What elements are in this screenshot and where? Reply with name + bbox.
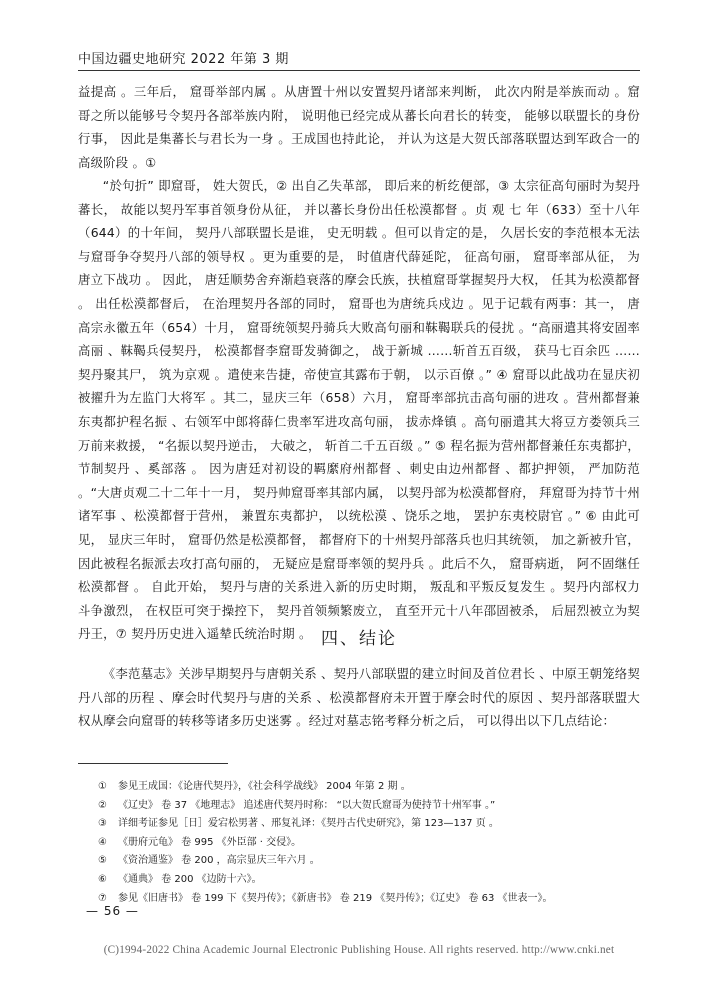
paragraph-continued: [78, 80, 640, 174]
paragraph-block-2: [78, 174, 640, 646]
page-number: — 56 —: [86, 904, 139, 918]
paragraph-block-3: [78, 662, 640, 733]
footnote-text: 《通典》 卷 200 《边防十六》。: [118, 873, 262, 885]
footnote-mark: ①: [98, 781, 107, 792]
footnote-divider: [78, 763, 228, 764]
footnote-mark: ③: [98, 818, 107, 830]
header-divider: [78, 70, 640, 71]
footnote-text: 参见《旧唐书》 卷 199 下《契丹传》；《新唐书》 卷 219 《契丹传》；《辽史》 卷 63 《世表一》。: [118, 892, 553, 904]
footnote-mark: ②: [98, 799, 107, 811]
running-header: 中国边疆史地研究 2022 年第 3 期: [78, 52, 289, 67]
paragraph-2: “於句折” 即窟哥， 姓大贺氏，② 出自乙失革部， 即后来的析纥便部，③ 太宗征高句丽时为契丹蕃长， 故能以契丹军事首领身份从征， 并以蕃长身份出任松漠都督 。贞 观 七 年（633）至十八年（644）的十年间， 契丹八部联盟长是谁， 史无明载 。但可以肯定的是， 久居长安的李范根本无法与窟哥争夺契丹八部的领导权 。更为重要的是， 时值唐代薛延陀， 征高句丽， 窟哥率部从征， 为唐立下战功 。 因此， 唐廷顺势舍弃渐趋衰落的摩会氏族，扶植窟哥掌握契丹大权， 任其为松漠都督 。 出任松漠都督后， 在治理契丹各部的同时， 窟哥也为唐统兵戍边 。见于记载有两事：其一， 唐高宗永徽五年（654）十月， 窟哥统领契丹骑兵大败高句丽和靺鞨联兵的侵扰 。“高丽遣其将安固率高丽 、靺鞨兵侵契丹， 松漠都督李窟哥发骑御之， 战于新城 ……斩首五百级， 获马七百余匹 …… 契丹聚其尸， 筑为京观 。遣使来告捷，帝使宣其露布于朝， 以示百僚 。” ④ 窟哥以此战功在显庆初被擢升为左监门大将军 。其二，显庆三年（658）六月， 窟哥率部抗击高句丽的进攻 。营州都督兼东夷都护程名振 、右领军中郎将薛仁贵率军进攻高句丽， 拔赤烽镇 。高句丽遣其大将豆方娄领兵三万前来救援， “名振以契丹逆击， 大破之， 斩首二千五百级 。” ⑤ 程名振为营州都督兼任东夷都护， 节制契丹 、奚部落 。 因为唐廷对初设的羁縻府州都督 、刺史由边州都督 、都护押领， 严加防范 。“大唐贞观二十二年十一月， 契丹帅窟哥率其部内属， 以契丹部为松漠都督府， 拜窟哥为持节十州诸军事 、松漠都督于营州， 兼置东夷都护， 以统松漠 、饶乐之地， 罢护东夷校尉官 。” ⑥ 由此可见， 显庆三年时， 窟哥仍然是松漠都督， 都督府下的十州契丹部落兵也归其统领， 加之新被升官， 因此被程名振派去攻打高句丽的， 无疑应是窟哥率领的契丹兵 。此后不久， 窟哥病逝， 阿不固继任松漠都督 。 自此开始， 契丹与唐的关系进入新的历史时期， 叛乱和平叛反复发生 。契丹内部权力斗争激烈， 在权臣可突于操控下， 契丹首领频繁废立， 直至开元十八年邵固被杀， 后屈烈被立为契丹王，⑦ 契丹历史进入遥辇氏统治时期 。: [78, 178, 640, 642]
section-heading: 四、结论: [321, 629, 397, 649]
footnote-mark: ④: [98, 836, 107, 848]
paragraph-3: 《李范墓志》关涉早期契丹与唐朝关系 、契丹八部联盟的建立时间及首位君长 、中原王朝笼络契丹八部的历程 、摩会时代契丹与唐的关系 、松漠都督府未开置于摩会时代的原因 、契丹部落联盟大权从摩会向窟哥的转移等诸多历史迷雾 。经过对墓志铭考释分析之后， 可以得出以下几点结论：: [78, 666, 640, 729]
footnote-item: [98, 797, 638, 816]
footnote-mark: ⑦: [98, 892, 107, 904]
footnote-mark: ⑤: [98, 855, 107, 867]
footnote-text: 《资治通鉴》 卷 200 ，高宗显庆三年六月 。: [118, 855, 320, 867]
footnote-text: 详细考证参见［日］爱宕松男著 、邢复礼译：《契丹古代史研究》，第 123—137 页 。: [118, 818, 499, 830]
footnote-text: 参见王成国：《论唐代契丹》，《社会科学战线》 2004 年第 2 期 。: [118, 781, 411, 792]
footnote-text: 《辽史》 卷 37 《地理志》 追述唐代契丹时称： “以大贺氏窟哥为使持节十州军事 。”: [118, 799, 496, 811]
footnote-mark: ⑥: [98, 873, 107, 885]
footnote-item: [98, 852, 638, 871]
footnote-text: 《册府元龟》 卷 995 《外臣部 · 交侵》。: [118, 836, 302, 848]
footnote-item: [98, 890, 638, 909]
footnote-item: [98, 815, 638, 834]
copyright-footer: (C)1994-2022 China Academic Journal Electronic Publishing House. All rights reserved. http://www.cnki.net: [103, 944, 615, 956]
footnote-item: [98, 778, 638, 797]
footnote-item: [98, 871, 638, 890]
footnote-item: [98, 834, 638, 853]
paragraph-1: 益提高 。三年后， 窟哥举部内属 。从唐置十州以安置契丹诸部来判断， 此次内附是举族而动 。窟哥之所以能够号令契丹各部举族内附， 说明他已经完成从蕃长向君长的转变， 能够以联盟长的身份行事， 因此是集蕃长与君长为一身 。王成国也持此论， 并认为这是大贺氏部落联盟达到军政合一的高级阶段 。①: [78, 84, 640, 170]
footnotes-list: [98, 778, 638, 908]
